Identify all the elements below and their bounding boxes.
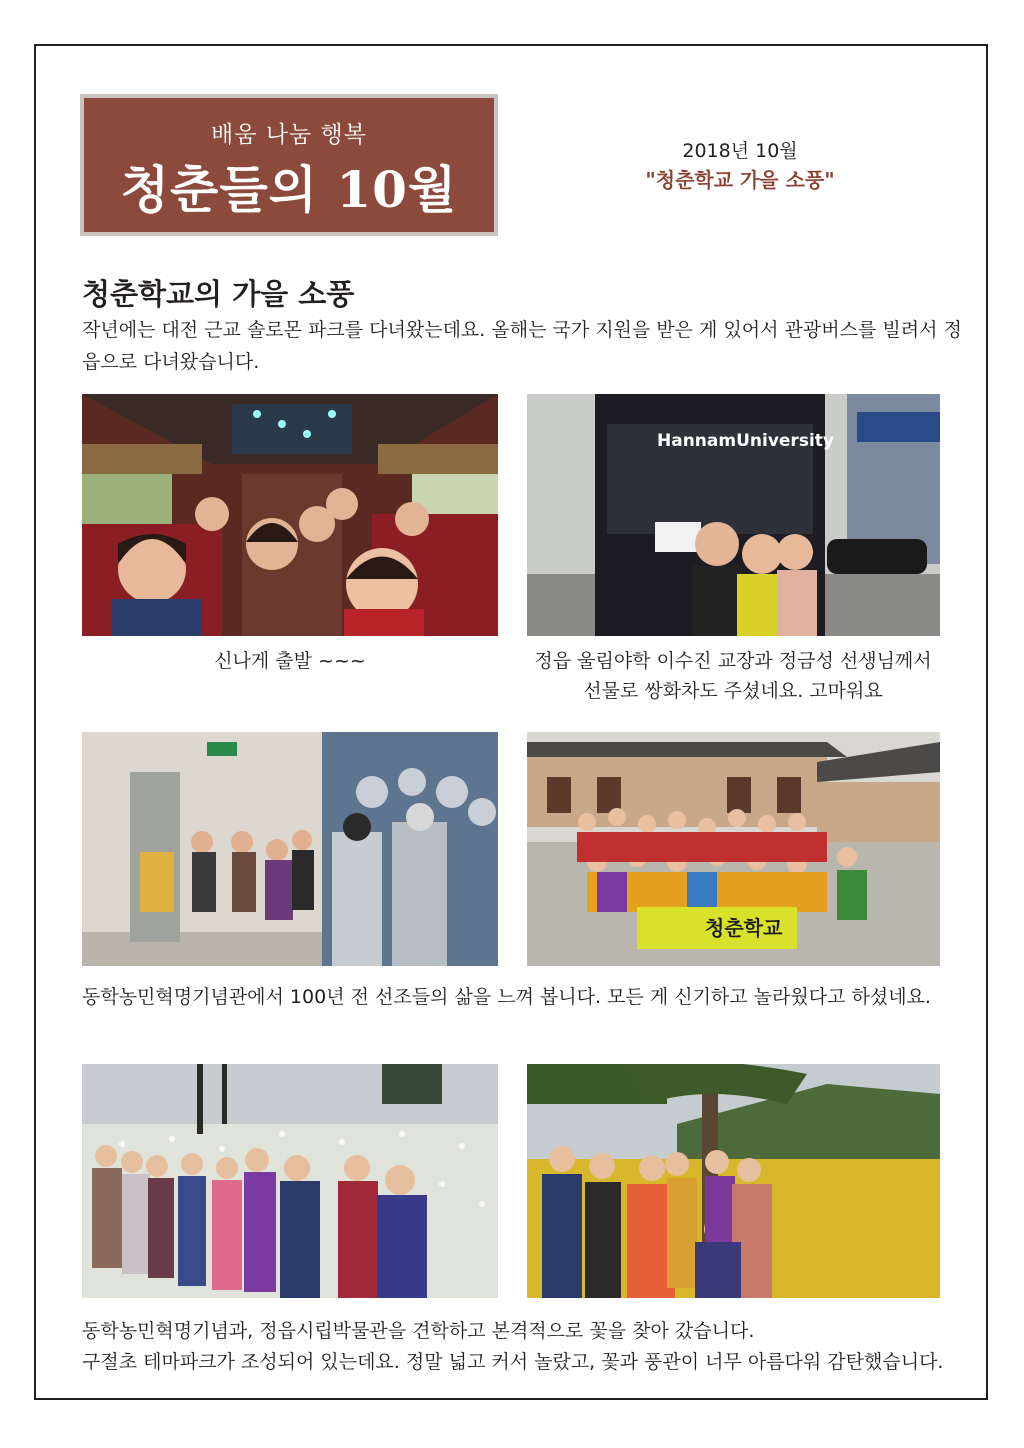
bus-sign-text: HannamUniversity bbox=[657, 431, 834, 451]
flower-caption-line1: 동학농민혁명기념과, 정읍시립박물관을 견학하고 본격적으로 꽃을 찾아 갔습니다. bbox=[82, 1320, 755, 1342]
article-intro: 작년에는 대전 근교 솔로몬 파크를 다녀왔는데요. 올해는 국가 지원을 받은 게 있어서 관광버스를 빌려서 정읍으로 다녀왔습니다. bbox=[82, 319, 962, 373]
memorial-hall-group-photo bbox=[527, 732, 940, 966]
article-headline: 청춘학교의 가을 소풍 bbox=[82, 277, 355, 311]
bus-exterior-caption-line1: 정읍 울림야학 이수진 교장과 정금성 선생님께서 bbox=[534, 650, 932, 672]
bus-interior-caption: 신나게 출발 ~~~ bbox=[214, 650, 366, 672]
bus-exterior-photo bbox=[527, 394, 940, 636]
bus-interior-photo bbox=[82, 394, 498, 636]
issue-theme: "청춘학교 가을 소풍" bbox=[645, 168, 835, 192]
banner-title: 청춘들의 10월 bbox=[120, 160, 458, 219]
issue-date: 2018년 10월 bbox=[682, 140, 798, 162]
museum-caption: 동학농민혁명기념관에서 100년 전 선조들의 삶을 느껴 봅니다. 모든 게 신기하고 놀라웠다고 하셨네요. bbox=[82, 986, 931, 1008]
banner-subtitle: 배움 나눔 행복 bbox=[211, 122, 367, 148]
flower-field-group-photo bbox=[82, 1064, 498, 1298]
title-banner bbox=[80, 94, 498, 236]
museum-interior-photo bbox=[82, 732, 498, 966]
group-banner-text: 청춘학교 bbox=[705, 916, 783, 940]
bus-exterior-caption-line2: 선물로 쌍화차도 주셨네요. 고마워요 bbox=[583, 680, 883, 702]
flower-caption-line2: 구절초 테마파크가 조성되어 있는데요. 정말 넓고 커서 놀랐고, 꽃과 풍관이 너무 아름다워 감탄했습니다. bbox=[82, 1351, 944, 1373]
rice-field-group-photo bbox=[527, 1064, 940, 1298]
